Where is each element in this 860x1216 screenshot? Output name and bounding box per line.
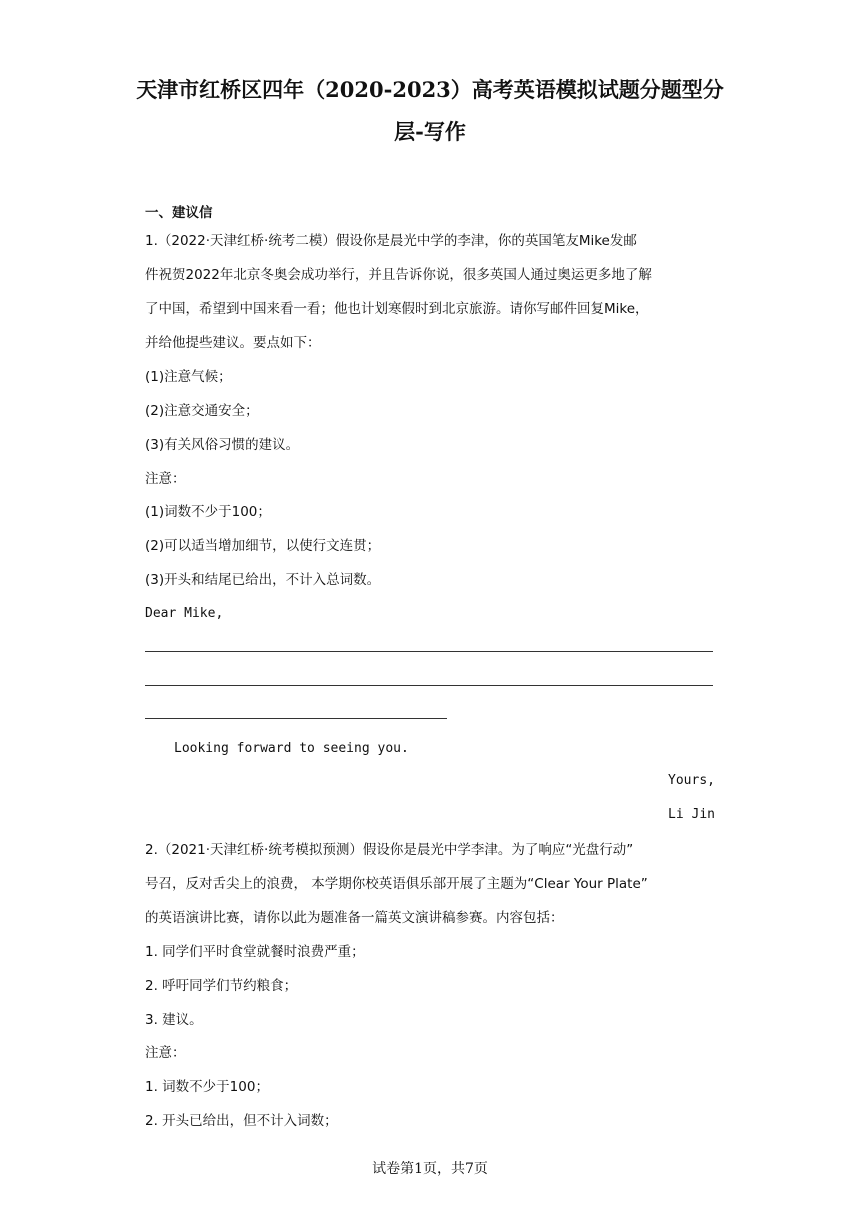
q1-signature: Li Jin (668, 807, 715, 822)
page-footer: 试卷第1页，共7页 (372, 1161, 488, 1177)
q1-point: (2)注意交通安全； (145, 403, 259, 419)
q1-note: (1)词数不少于100； (145, 504, 271, 520)
page-title-line1: 天津市红桥区四年（2020-2023）高考英语模拟试题分题型分 (136, 77, 724, 102)
answer-blank-line (145, 685, 713, 686)
page-title-line2: 层-写作 (394, 119, 466, 144)
q1-sign-off: Yours, (668, 773, 715, 788)
q2-note: 1. 词数不少于100； (145, 1079, 269, 1095)
section-heading: 一、建议信 (145, 205, 213, 221)
q2-text-line: 的英语演讲比赛，请你以此为题准备一篇英文演讲稿参赛。内容包括： (145, 910, 564, 926)
q2-note: 2. 开头已给出，但不计入词数； (145, 1113, 338, 1129)
q1-text-line: 1.（2022·天津红桥·统考二模）假设你是晨光中学的李津，你的英国笔友Mike发邮 (145, 233, 637, 249)
q2-text-line: 2.（2021·天津红桥·统考模拟预测）假设你是晨光中学李津。为了响应“光盘行动” (145, 842, 634, 858)
q2-note-label: 注意： (145, 1045, 186, 1061)
q2-text-line: 号召，反对舌尖上的浪费， 本学期你校英语俱乐部开展了主题为“Clear Your Plate” (145, 876, 648, 892)
q2-point: 3. 建议。 (145, 1012, 203, 1028)
answer-blank-line (145, 718, 447, 719)
q1-point: (1)注意气候； (145, 369, 232, 385)
q2-point: 2. 呼吁同学们节约粮食； (145, 978, 298, 994)
q1-text-line: 并给他提些建议。要点如下： (145, 335, 321, 351)
q1-note: (2)可以适当增加细节，以使行文连贯； (145, 538, 381, 554)
q1-salutation: Dear Mike, (145, 606, 224, 621)
q2-point: 1. 同学们平时食堂就餐时浪费严重； (145, 944, 365, 960)
q1-text-line: 件祝贺2022年北京冬奥会成功举行，并且告诉你说，很多英国人通过奥运更多地了解 (145, 267, 652, 283)
q1-note-label: 注意： (145, 471, 186, 487)
answer-blank-line (145, 651, 713, 652)
q1-closing: Looking forward to seeing you. (174, 741, 409, 756)
q1-point: (3)有关风俗习惯的建议。 (145, 437, 300, 453)
q1-text-line: 了中国，希望到中国来看一看；他也计划寒假时到北京旅游。请你写邮件回复Mike， (145, 301, 649, 317)
q1-note: (3)开头和结尾已给出，不计入总词数。 (145, 572, 381, 588)
